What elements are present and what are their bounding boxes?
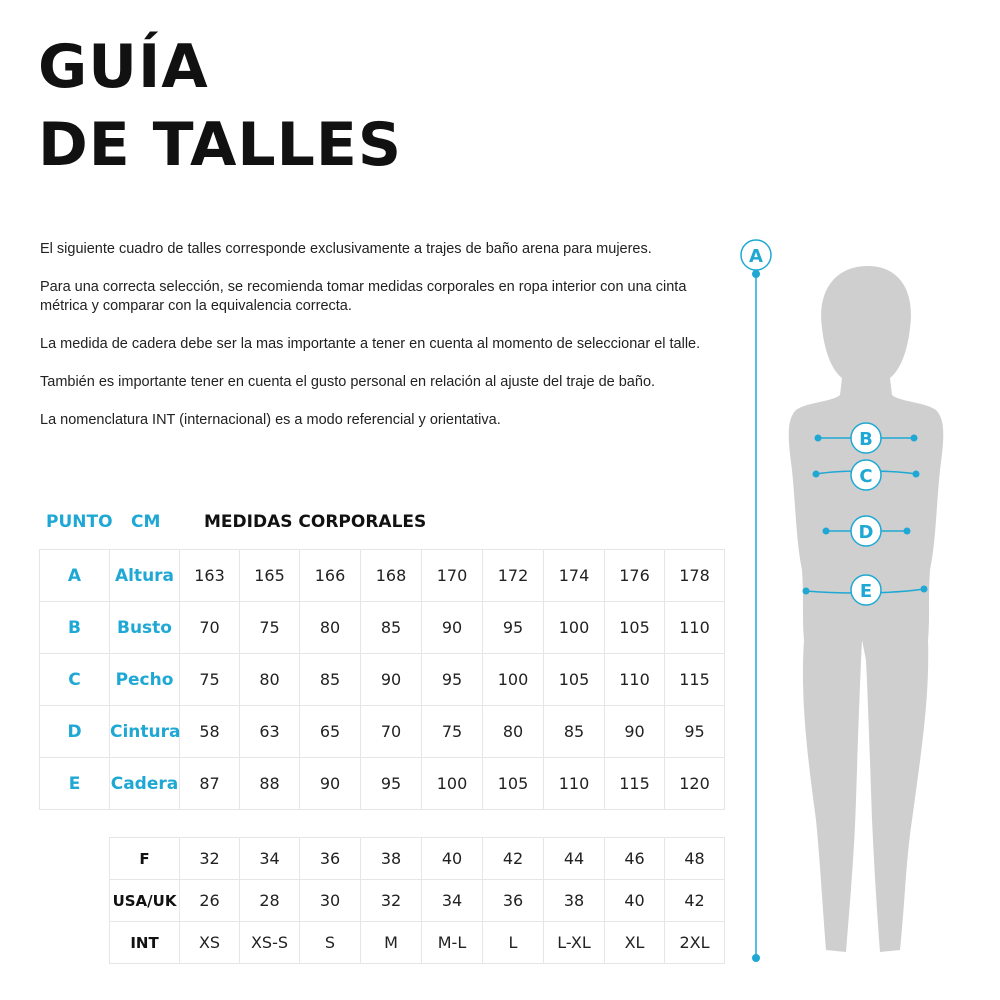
header-medidas: MEDIDAS CORPORALES (204, 512, 427, 532)
measurement-value: 120 (665, 758, 725, 810)
measurement-value: 100 (544, 602, 605, 654)
measurement-value: 168 (361, 550, 422, 602)
size-equivalence-table (109, 837, 725, 964)
measurement-value: 90 (605, 706, 665, 758)
measurement-value: 95 (665, 706, 725, 758)
measurement-value: 100 (483, 654, 544, 706)
marker-label: D (858, 522, 874, 543)
size-row (110, 838, 725, 880)
measurement-row (40, 758, 725, 810)
size-value: 34 (422, 880, 483, 922)
size-value: 34 (240, 838, 300, 880)
title-line-2: DE TALLES (38, 110, 403, 180)
header-cm: CM (131, 512, 161, 532)
measurement-value: 115 (665, 654, 725, 706)
marker-label: A (749, 246, 763, 267)
size-system-label: USA/UK (110, 880, 180, 922)
size-value: 26 (180, 880, 240, 922)
point-label: B (40, 602, 110, 654)
measurement-value: 75 (422, 706, 483, 758)
size-value: XS (180, 922, 240, 964)
measurement-value: 178 (665, 550, 725, 602)
measurement-name: Cadera (110, 758, 180, 810)
measurement-value: 105 (483, 758, 544, 810)
marker-b (851, 423, 881, 453)
measurement-value: 85 (300, 654, 361, 706)
size-value: 46 (605, 838, 665, 880)
measurement-value: 105 (544, 654, 605, 706)
measurement-value: 110 (544, 758, 605, 810)
intro-paragraph: También es importante tener en cuenta el gusto personal en relación al ajuste del traje de baño. (40, 374, 656, 390)
measurement-value: 170 (422, 550, 483, 602)
size-value: XL (605, 922, 665, 964)
measurement-row (40, 550, 725, 602)
marker-c (851, 460, 881, 490)
measurement-row (40, 706, 725, 758)
measurement-name: Pecho (110, 654, 180, 706)
marker-a (741, 240, 771, 270)
point-label: A (40, 550, 110, 602)
silhouette (789, 266, 944, 952)
measurement-value: 85 (361, 602, 422, 654)
marker-label: C (859, 466, 873, 487)
size-value: 38 (544, 880, 605, 922)
size-value: 2XL (665, 922, 725, 964)
size-value: 28 (240, 880, 300, 922)
measurement-value: 163 (180, 550, 240, 602)
measurement-value: 100 (422, 758, 483, 810)
size-value: L-XL (544, 922, 605, 964)
point-label: D (40, 706, 110, 758)
size-system-label: F (110, 838, 180, 880)
measurement-value: 165 (240, 550, 300, 602)
size-value: 40 (422, 838, 483, 880)
measurement-value: 75 (180, 654, 240, 706)
header-punto: PUNTO (46, 512, 113, 532)
measurement-value: 80 (240, 654, 300, 706)
size-value: L (483, 922, 544, 964)
size-value: 36 (483, 880, 544, 922)
measurement-name: Altura (110, 550, 180, 602)
point-label: C (40, 654, 110, 706)
intro-text (40, 240, 720, 449)
measurement-value: 75 (240, 602, 300, 654)
title-line-1: GUÍA (38, 32, 209, 102)
size-value: 30 (300, 880, 361, 922)
marker-label: B (859, 429, 873, 450)
point-label: E (40, 758, 110, 810)
size-value: 32 (180, 838, 240, 880)
marker-label: E (859, 581, 873, 602)
size-value: 42 (483, 838, 544, 880)
measurement-name: Cintura (110, 706, 180, 758)
intro-paragraph: La nomenclatura INT (internacional) es a modo referencial y orientativa. (40, 412, 501, 428)
measurement-value: 58 (180, 706, 240, 758)
size-row (110, 922, 725, 964)
measurement-value: 174 (544, 550, 605, 602)
measurement-value: 90 (300, 758, 361, 810)
intro-paragraph: El siguiente cuadro de talles corresponde exclusivamente a trajes de baño arena para mujeres. (40, 241, 652, 257)
measurement-value: 80 (483, 706, 544, 758)
size-system-label: INT (110, 922, 180, 964)
measurement-value: 115 (605, 758, 665, 810)
measurement-value: 176 (605, 550, 665, 602)
size-value: 48 (665, 838, 725, 880)
measurement-value: 63 (240, 706, 300, 758)
measurement-value: 70 (361, 706, 422, 758)
measurement-value: 110 (665, 602, 725, 654)
measurement-value: 105 (605, 602, 665, 654)
measurement-row (40, 654, 725, 706)
marker-d (851, 516, 881, 546)
measurement-value: 172 (483, 550, 544, 602)
measurement-value: 87 (180, 758, 240, 810)
measurement-row (40, 602, 725, 654)
size-row (110, 880, 725, 922)
size-value: S (300, 922, 361, 964)
size-value: 38 (361, 838, 422, 880)
size-value: M (361, 922, 422, 964)
height-dot (752, 954, 760, 962)
measurement-value: 70 (180, 602, 240, 654)
marker-e (851, 575, 881, 605)
measurement-value: 166 (300, 550, 361, 602)
measurement-value: 90 (422, 602, 483, 654)
measurement-value: 110 (605, 654, 665, 706)
measurement-value: 95 (361, 758, 422, 810)
size-value: 42 (665, 880, 725, 922)
measurement-value: 88 (240, 758, 300, 810)
intro-paragraph: La medida de cadera debe ser la mas importante a tener en cuenta al momento de seleccionar el talle. (40, 336, 701, 352)
size-value: 32 (361, 880, 422, 922)
height-dot (752, 270, 760, 278)
size-value: M-L (422, 922, 483, 964)
measurement-name: Busto (110, 602, 180, 654)
size-value: 40 (605, 880, 665, 922)
size-value: 36 (300, 838, 361, 880)
size-value: XS-S (240, 922, 300, 964)
measurements-table (39, 549, 725, 810)
page-title (38, 28, 402, 184)
intro-paragraph: Para una correcta selección, se recomienda tomar medidas corporales en ropa interior con una cinta métrica y comparar con la equivalencia correcta. (40, 279, 687, 314)
body-figure (730, 235, 990, 975)
measurement-value: 65 (300, 706, 361, 758)
measurement-value: 95 (483, 602, 544, 654)
measurement-value: 80 (300, 602, 361, 654)
measurement-value: 85 (544, 706, 605, 758)
measurement-value: 90 (361, 654, 422, 706)
measurement-value: 95 (422, 654, 483, 706)
size-value: 44 (544, 838, 605, 880)
